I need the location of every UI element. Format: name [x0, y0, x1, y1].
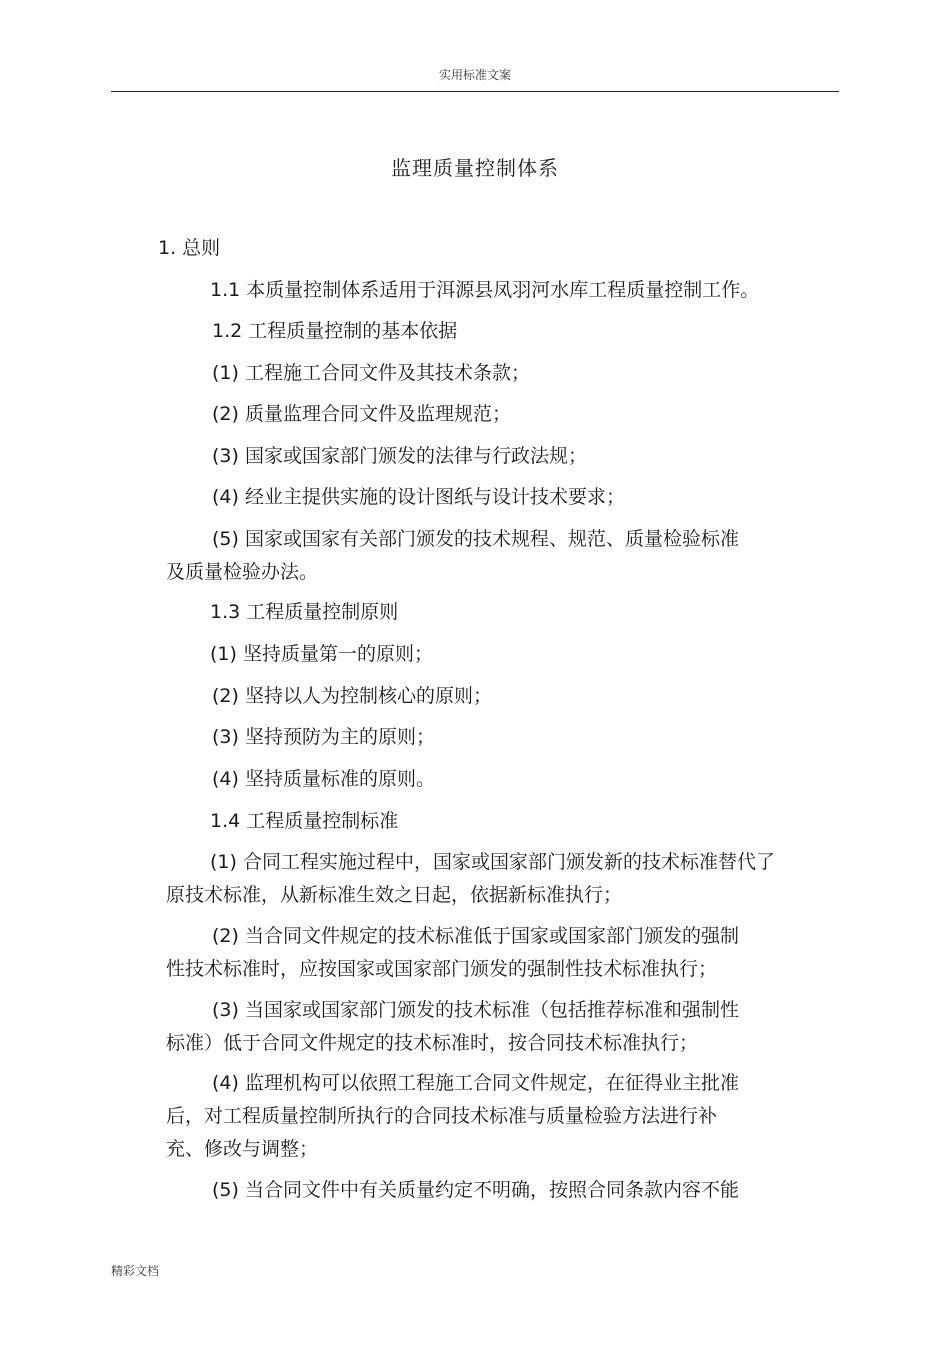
paragraph-1-1: 1.1 本质量控制体系适用于洱源县凤羽河水库工程质量控制工作。	[210, 279, 760, 301]
page-footer: 精彩文档	[111, 1264, 160, 1278]
list-item-1-2-1: (1) 工程施工合同文件及其技术条款；	[212, 362, 530, 384]
list-item-1-4-4: (4) 监理机构可以依照工程施工合同文件规定，在征得业主批准	[212, 1072, 739, 1094]
list-item-1-4-3: (3) 当国家或国家部门颁发的技术标准（包括推荐标准和强制性	[212, 999, 739, 1021]
subsection-heading-1-3: 1.3 工程质量控制原则	[210, 601, 399, 623]
list-item-1-3-1: (1) 坚持质量第一的原则；	[210, 643, 433, 665]
list-item-1-2-4: (4) 经业主提供实施的设计图纸与设计技术要求；	[212, 486, 625, 508]
header-divider	[111, 91, 839, 92]
section-heading-1: 1. 总则	[158, 237, 221, 259]
list-item-1-3-3: (3) 坚持预防为主的原则；	[212, 726, 435, 748]
list-item-1-4-1-cont: 原技术标准，从新标准生效之日起，依据新标准执行；	[166, 884, 623, 906]
page-header: 实用标准文案	[438, 68, 511, 82]
subsection-heading-1-4: 1.4 工程质量控制标准	[210, 810, 399, 832]
list-item-1-4-5: (5) 当合同文件中有关质量约定不明确，按照合同条款内容不能	[212, 1179, 739, 1201]
list-item-1-3-2: (2) 坚持以人为控制核心的原则；	[212, 685, 492, 707]
list-item-1-4-2: (2) 当合同文件规定的技术标准低于国家或国家部门颁发的强制	[212, 925, 739, 947]
list-item-1-2-2: (2) 质量监理合同文件及监理规范；	[212, 403, 511, 425]
list-item-1-4-2-cont: 性技术标准时，应按国家或国家部门颁发的强制性技术标准执行；	[166, 958, 718, 980]
list-item-1-4-4-cont-2: 充、修改与调整；	[166, 1138, 319, 1160]
list-item-1-4-4-cont-1: 后，对工程质量控制所执行的合同技术标准与质量检验方法进行补	[166, 1105, 718, 1127]
list-item-1-2-3: (3) 国家或国家部门颁发的法律与行政法规；	[212, 445, 587, 467]
list-item-1-4-1: (1) 合同工程实施过程中，国家或国家部门颁发新的技术标准替代了	[210, 851, 775, 873]
list-item-1-2-5-cont: 及质量检验办法。	[166, 561, 319, 583]
list-item-1-4-3-cont: 标准）低于合同文件规定的技术标准时，按合同技术标准执行；	[166, 1032, 699, 1054]
subsection-heading-1-2: 1.2 工程质量控制的基本依据	[212, 320, 458, 342]
document-title: 监理质量控制体系	[391, 156, 559, 180]
list-item-1-2-5: (5) 国家或国家有关部门颁发的技术规程、规范、质量检验标准	[212, 528, 739, 550]
list-item-1-3-4: (4) 坚持质量标准的原则。	[212, 768, 435, 790]
